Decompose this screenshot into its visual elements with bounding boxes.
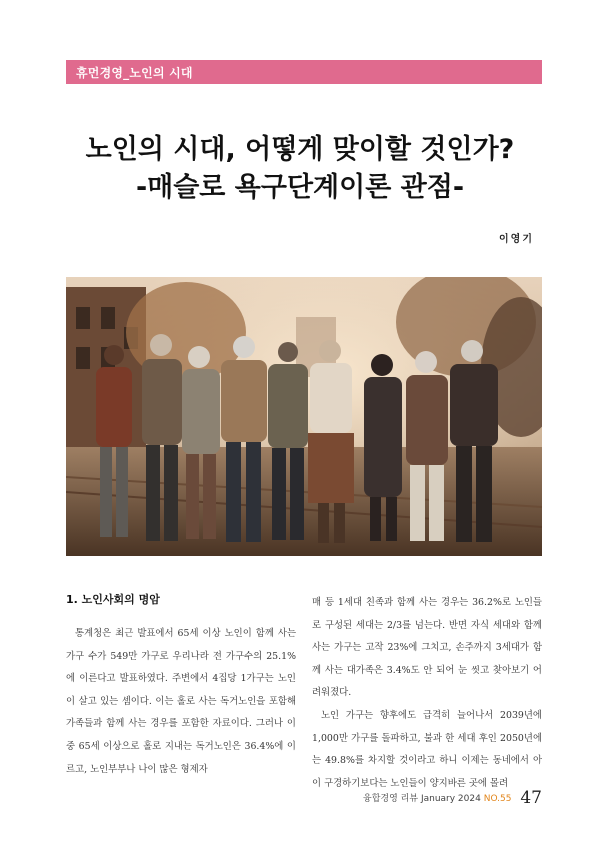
section-heading: 1. 노인사회의 명암 [66, 593, 160, 606]
body-paragraph: 매 등 1세대 친족과 함께 사는 경우는 36.2%로 노인들로 구성된 세대는 2/3를 넘는다. 반면 자식 세대와 함께 사는 가구는 고작 23%에 그치고, 손주까지 3세대가 함께 사는 대가족은 3.4%도 안 되어 눈 씻고 찾아보기 어려워졌다. [312, 597, 542, 699]
body-paragraph: 노인 가구는 향후에도 급격히 늘어나서 2039년에 1,000만 가구를 돌파하고, 불과 한 세대 후인 2050년에는 49.8%를 차지할 것이라고 하니 이제는 동네에서 아이 구경하기보다는 노인들이 양지바른 곳에 몰려 [312, 709, 542, 789]
author-name: 이영기 [499, 234, 534, 245]
section-header-bar [66, 60, 542, 84]
page-footer [363, 788, 542, 808]
article-photo [66, 277, 542, 556]
article-title-line2: -매슬로 욕구단계이론 관점- [135, 172, 465, 203]
section-label: 휴먼경영_노인의 시대 [76, 66, 193, 80]
body-paragraph: 통계청은 최근 발표에서 65세 이상 노인이 함께 사는 가구 수가 549만 가구로 우리나라 전 가구수의 25.1%에 이른다고 발표하였다. 주변에서 4집당 1가구는 노인이 살고 있는 셈이다. 이는 홀로 사는 독거노인을 포함해 가족들과 함께 사는 경우를 포함한 자료이다. 그러나 이중 65세 이상으로 홀로 지내는 독거노인은 36.4%에 이르고, 노인부부나 나이 많은 형제자 [66, 628, 296, 775]
page-number: 47 [520, 788, 542, 808]
column-right [312, 592, 542, 795]
column-left [66, 592, 296, 781]
journal-name: 융합경영 리뷰 [363, 794, 419, 804]
issue-date: January 2024 [420, 794, 481, 804]
article-title-line1: 노인의 시대, 어떻게 맞이할 것인가? [85, 134, 515, 165]
issue-number: NO.55 [483, 794, 512, 804]
